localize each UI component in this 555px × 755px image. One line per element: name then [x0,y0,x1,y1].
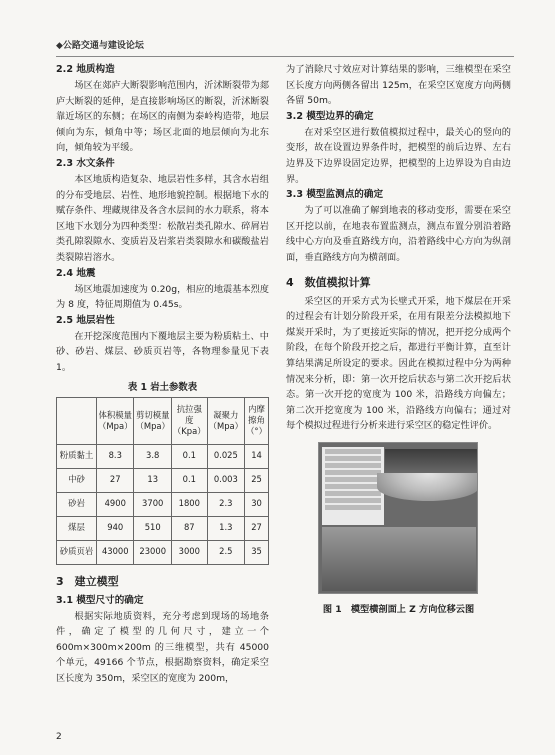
table-cell: 87 [171,516,207,540]
journal-header: ◆公路交通与建设论坛 [56,41,144,51]
table-cell: 砂质页岩 [57,540,97,564]
section-2-4-title: 2.4 地震 [56,267,96,279]
table-cell: 4900 [97,492,134,516]
table-cell: 2.3 [207,492,244,516]
figure-lower-strata [322,527,476,591]
figure-legend-panel [322,447,384,525]
section-2-5-title: 2.5 地层岩性 [56,314,115,326]
section-3-3-text: 为了可以准确了解到地表的移动变形，需要在采空区开挖以前，在地表布置监测点，测点布置分别沿着路线中心方向及垂直路线方向，沿着路线中心方向为纵剖面，垂直路线方向为横剖面。 [286,205,511,263]
table-cell: 煤层 [57,516,97,540]
section-3-1-continued-text: 为了消除尺寸效应对计算结果的影响，三维模型在采空区长度方向两侧各留出 125m，在采空区宽度方向两侧各留 50m。 [286,64,511,107]
section-3-2-title: 3.2 模型边界的确定 [286,110,374,122]
table-cell: 940 [97,516,134,540]
table-row [57,516,269,540]
table-cell: 27 [245,516,269,540]
table-header-cell: 抗拉强度（Kpa） [171,397,207,444]
table-cell: 中砂 [57,468,97,492]
table-row [57,444,269,468]
section-2-2-text: 场区在郯庐大断裂影响范围内，沂沭断裂带为郯庐大断裂的延伸，是直接影响场区的断裂，沂沭断裂靠近场区的东侧；在场区的南侧为泰岭构造带，地层倾向为东，倾角中等；场区北面的地层倾向为北东向，倾角较为平缓。 [56,80,269,154]
table-row [57,492,269,516]
section-2-3-title: 2.3 水文条件 [56,157,115,169]
table-cell: 0.003 [207,468,244,492]
table-cell: 0.1 [171,444,207,468]
section-4-title: 4 数值模拟计算 [286,275,371,289]
table-cell: 13 [134,468,171,492]
page-number: 2 [56,732,62,742]
figure-1-caption: 图 1 模型横剖面上 Z 方向位移云图 [322,603,475,615]
table-cell: 砂岩 [57,492,97,516]
table-header-cell: 剪切模量（Mpa） [134,397,171,444]
figure-subsidence-bowl [377,473,478,501]
soil-parameter-table [56,397,269,565]
section-3-1-text: 根据实际地质资料，充分考虑到现场的场地条件，确定了模型的几何尺寸，建立一个 600m×300m×200m 的三维模型，共有 45000 个单元，49166 个节点，根据勘察资料，确定采空区长度为 350m，采空区的宽度为 200m， [56,610,269,684]
table-header-cell [57,397,97,444]
table-cell: 3700 [134,492,171,516]
section-3-2-text: 在对采空区进行数值模拟过程中，最关心的竖向的变形，故在设置边界条件时，把模型的前后边界、左右边界及下边界设固定边界，把模型的上边界设为自由边界。 [286,126,511,185]
table-header-cell: 体积模量（Mpa） [97,397,134,444]
section-2-5-text: 在开挖深度范围内下覆地层主要为粉质粘土、中砂、砂岩、煤层、砂质页岩等，各物理参量见下表 1。 [56,330,269,373]
table-cell: 43000 [97,540,134,564]
table-cell: 3000 [171,540,207,564]
section-4-text: 采空区的开采方式为长壁式开采，地下煤层在开采的过程会有计划分阶段开采，在用有限差分法模拟地下煤炭开采时，为了更接近实际的情况，把开挖分成两个阶段，在每个阶段开挖之后，都进行平衡计算，直至计算结果满足所设定的要求。因此在模拟过程中分为两种情况来分析，即：第一次开挖后状态与第二次开挖后状态。第一次开挖的宽度为 100 米，沿路线方向偏左；第二次开挖宽度为 100 米，沿路线方向偏右；通过对每个模拟过程进行分析来进行采空区的稳定性评价。 [286,295,511,432]
table-cell: 25 [245,468,269,492]
table-header-cell: 凝聚力（Mpa） [207,397,244,444]
right-column [286,62,511,618]
table-cell: 0.025 [207,444,244,468]
section-2-3-text: 本区地质构造复杂、地层岩性多样，其含水岩组的分布受地层、岩性、地形地貌控制。根据地下水的赋存条件、埋藏规律及各含水层间的水力联系，将本区地下水划分为四种类型：松散岩类孔隙水、碎屑岩类孔隙裂隙水、变质岩及岩浆岩类裂隙水和碳酸盐岩类裂隙岩溶水。 [56,173,269,263]
table-cell: 1800 [171,492,207,516]
section-3-title: 3 建立模型 [56,574,119,588]
table-cell: 30 [245,492,269,516]
table-cell: 粉质黏土 [57,444,97,468]
section-2-4-text: 场区地震加速度为 0.20g，相应的地震基本烈度为 8 度，特征周期值为 0.45s。 [56,283,269,311]
table-cell: 23000 [134,540,171,564]
table-cell: 2.5 [207,540,244,564]
section-3-1-title: 3.1 模型尺寸的确定 [56,594,144,606]
table-cell: 1.3 [207,516,244,540]
header-rule [56,56,514,57]
table-row [57,468,269,492]
table-cell: 27 [97,468,134,492]
left-column [56,62,269,686]
section-3-3-title: 3.3 模型监测点的确定 [286,189,384,201]
displacement-contour-figure [318,442,478,594]
table-header-row [57,397,269,444]
table-cell: 14 [245,444,269,468]
table-cell: 510 [134,516,171,540]
table-cell: 3.8 [134,444,171,468]
table-cell: 8.3 [97,444,134,468]
table-1-title: 表 1 岩土参数表 [127,381,198,393]
table-cell: 35 [245,540,269,564]
table-header-cell: 内摩擦角（°） [245,397,269,444]
table-cell: 0.1 [171,468,207,492]
section-2-2-title: 2.2 地质构造 [56,64,115,75]
table-row [57,540,269,564]
